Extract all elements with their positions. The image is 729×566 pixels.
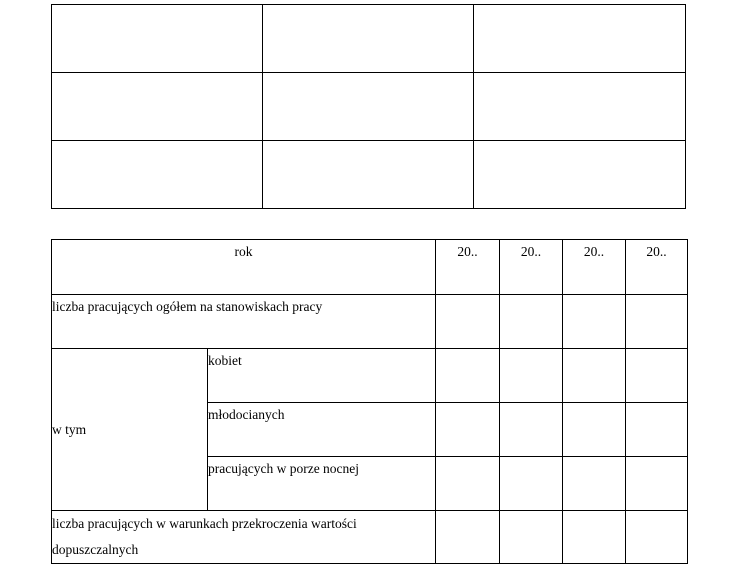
value-cell <box>500 295 563 349</box>
year-header-cell: 20.. <box>626 240 688 295</box>
value-cell <box>626 403 688 457</box>
table-header-row <box>52 240 688 295</box>
year-header-cell: 20.. <box>436 240 500 295</box>
value-cell <box>436 511 500 564</box>
value-cell <box>626 511 688 564</box>
value-cell <box>626 295 688 349</box>
value-cell <box>500 457 563 511</box>
empty-cell <box>52 141 263 209</box>
row-label-night-work: pracujących w porze nocnej <box>208 457 436 511</box>
row-label-total: liczba pracujących ogółem na stanowiskach pracy <box>52 295 436 349</box>
value-cell <box>436 403 500 457</box>
value-cell <box>500 403 563 457</box>
value-cell <box>563 403 626 457</box>
empty-top-table <box>51 4 686 209</box>
row-label-juveniles: młodocianych <box>208 403 436 457</box>
value-cell <box>626 457 688 511</box>
value-cell <box>500 511 563 564</box>
value-cell <box>563 511 626 564</box>
year-header-label: rok <box>52 240 436 295</box>
empty-cell <box>263 73 474 141</box>
value-cell <box>626 349 688 403</box>
value-cell <box>563 295 626 349</box>
table-row <box>52 141 686 209</box>
empty-cell <box>263 5 474 73</box>
table-row <box>52 295 688 349</box>
year-header-cell: 20.. <box>500 240 563 295</box>
table-row <box>52 5 686 73</box>
row-label-exceeded-limits: liczba pracujących w warunkach przekroczenia wartości dopuszczalnych <box>52 511 436 564</box>
value-cell <box>436 295 500 349</box>
row-label-women: kobiet <box>208 349 436 403</box>
row-group-label: w tym <box>52 349 208 511</box>
empty-cell <box>263 141 474 209</box>
empty-cell <box>474 73 686 141</box>
empty-cell <box>52 5 263 73</box>
workers-table <box>51 239 688 564</box>
value-cell <box>436 349 500 403</box>
value-cell <box>563 349 626 403</box>
table-row <box>52 349 688 403</box>
empty-cell <box>474 141 686 209</box>
value-cell <box>563 457 626 511</box>
empty-cell <box>52 73 263 141</box>
table-row <box>52 511 688 564</box>
value-cell <box>500 349 563 403</box>
year-header-cell: 20.. <box>563 240 626 295</box>
value-cell <box>436 457 500 511</box>
empty-cell <box>474 5 686 73</box>
table-row <box>52 73 686 141</box>
